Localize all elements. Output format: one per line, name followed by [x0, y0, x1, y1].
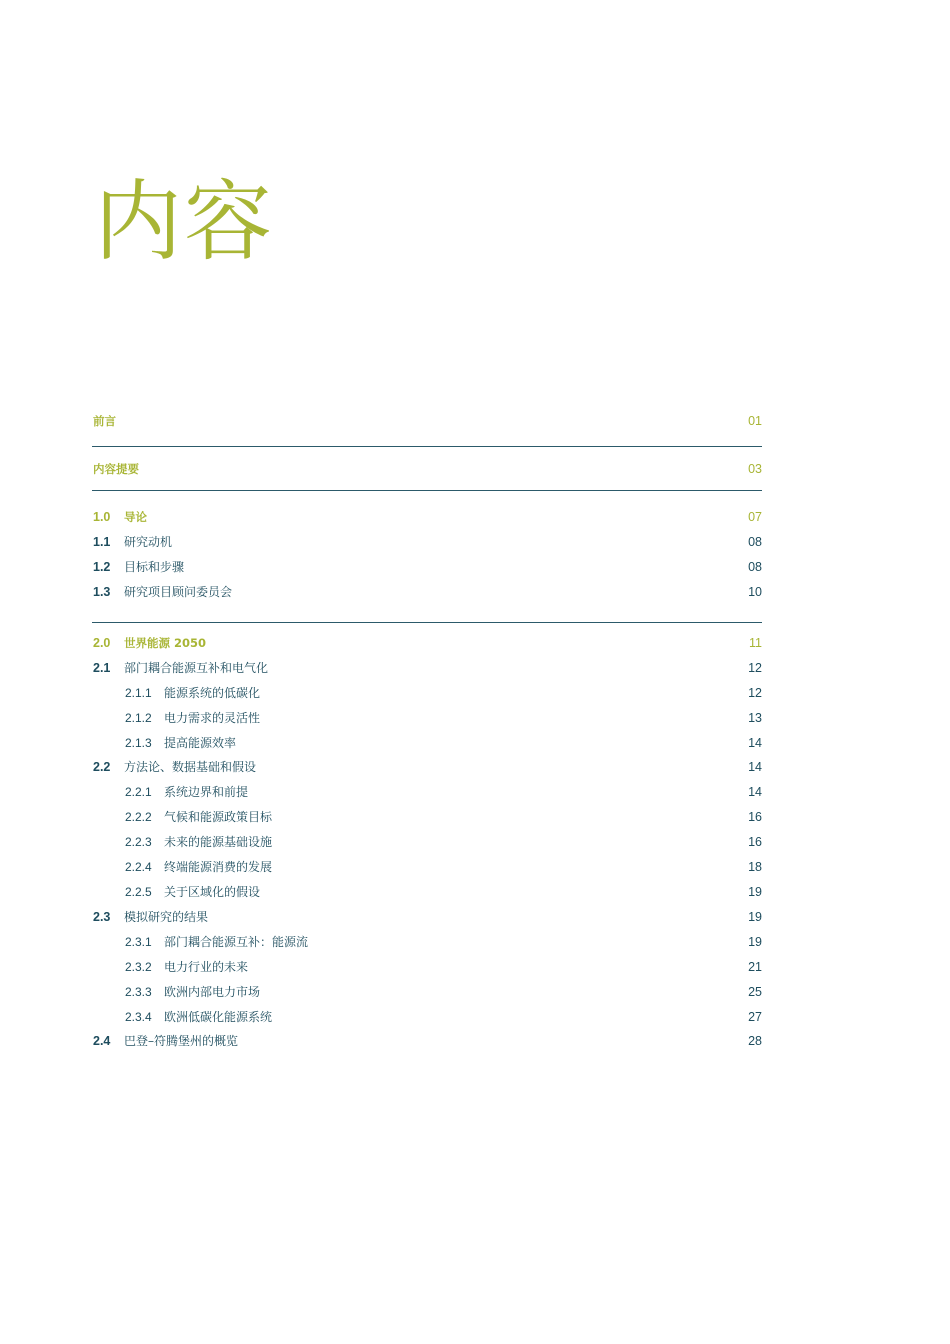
- page-title: 内容: [94, 170, 275, 273]
- toc-entry-number: 2.1.1: [125, 686, 152, 700]
- toc-entry-label: 内容提要: [93, 462, 139, 476]
- toc-entry-number: 2.1.3: [125, 736, 152, 750]
- divider: [92, 622, 762, 623]
- toc-entry-number: 2.2.3: [125, 835, 152, 849]
- toc-entry-number: 1.2: [93, 560, 111, 574]
- toc-entry[interactable]: [92, 557, 762, 577]
- toc-entry-number: 1.1: [93, 535, 111, 549]
- toc-entry-number: 2.2: [93, 760, 111, 774]
- toc-entry[interactable]: [92, 757, 762, 777]
- toc-subentry[interactable]: [92, 1007, 762, 1027]
- toc-entry-page: 12: [748, 661, 762, 675]
- toc-subentry[interactable]: [92, 733, 762, 753]
- toc-subentry[interactable]: [92, 982, 762, 1002]
- toc-entry-label: 部门耦合能源互补：能源流: [164, 935, 309, 949]
- toc-entry-number: 2.3.3: [125, 985, 152, 999]
- divider: [92, 446, 762, 447]
- toc-entry[interactable]: [92, 582, 762, 602]
- toc-entry-number: 2.2.4: [125, 860, 152, 874]
- divider: [92, 490, 762, 491]
- toc-subentry[interactable]: [92, 957, 762, 977]
- toc-entry-number: 2.3.2: [125, 960, 152, 974]
- toc-entry-page: 08: [748, 535, 762, 549]
- toc-entry-label: 提高能源效率: [164, 736, 237, 750]
- toc-entry-page: 14: [748, 785, 762, 799]
- toc-subentry[interactable]: [92, 708, 762, 728]
- toc-section-label: 导论: [124, 510, 147, 524]
- toc-entry-number: 2.3.4: [125, 1010, 152, 1024]
- toc-entry-page: 01: [748, 414, 762, 428]
- toc-section-2[interactable]: [92, 633, 762, 653]
- toc-entry-page: 28: [748, 1034, 762, 1048]
- toc-entry-label: 研究项目顾问委员会: [124, 585, 233, 599]
- toc-entry-label: 气候和能源政策目标: [164, 810, 273, 824]
- toc-subentry[interactable]: [92, 832, 762, 852]
- toc-entry-number: 1.3: [93, 585, 111, 599]
- toc-entry-page: 19: [748, 935, 762, 949]
- toc-entry-label: 巴登–符腾堡州的概览: [124, 1034, 239, 1048]
- toc-entry-label: 方法论、数据基础和假设: [124, 760, 257, 774]
- toc-entry-number: 2.1.2: [125, 711, 152, 725]
- toc-entry[interactable]: [92, 1031, 762, 1051]
- toc-subentry[interactable]: [92, 683, 762, 703]
- toc-entry-label: 前言: [93, 414, 116, 428]
- toc-entry-page: 18: [748, 860, 762, 874]
- toc-entry-label: 电力需求的灵活性: [164, 711, 261, 725]
- toc-entry-label: 欧洲内部电力市场: [164, 985, 261, 999]
- toc-entry-label: 关于区域化的假设: [164, 885, 261, 899]
- toc-entry-page: 14: [748, 736, 762, 750]
- toc-entry-number: 2.2.2: [125, 810, 152, 824]
- toc-entry[interactable]: [92, 907, 762, 927]
- toc-section-1[interactable]: [92, 507, 762, 527]
- toc-entry-label: 模拟研究的结果: [124, 910, 209, 924]
- toc-entry-number: 2.1: [93, 661, 111, 675]
- toc-entry-page: 03: [748, 462, 762, 476]
- toc-entry-page: 13: [748, 711, 762, 725]
- toc-section-page: 11: [749, 636, 762, 650]
- toc-entry-page: 08: [748, 560, 762, 574]
- toc-entry-page: 25: [748, 985, 762, 999]
- toc-entry-label: 欧洲低碳化能源系统: [164, 1010, 273, 1024]
- toc-subentry[interactable]: [92, 807, 762, 827]
- toc-section-number: 1.0: [93, 510, 111, 524]
- toc-entry-page: 12: [748, 686, 762, 700]
- toc-entry-number: 2.3: [93, 910, 111, 924]
- toc-entry-number: 2.2.1: [125, 785, 152, 799]
- toc-entry-preface[interactable]: [92, 411, 762, 431]
- toc-entry-page: 21: [748, 960, 762, 974]
- toc-entry-label: 部门耦合能源互补和电气化: [124, 661, 269, 675]
- toc-section-label: 世界能源 2050: [124, 636, 207, 650]
- toc-entry-page: 16: [748, 810, 762, 824]
- toc-entry-number: 2.4: [93, 1034, 111, 1048]
- toc-entry-label: 研究动机: [124, 535, 173, 549]
- toc-section-page: 07: [748, 510, 762, 524]
- toc-entry-label: 终端能源消费的发展: [164, 860, 273, 874]
- toc-entry-label: 电力行业的未来: [164, 960, 249, 974]
- toc-entry-page: 10: [748, 585, 762, 599]
- toc-subentry[interactable]: [92, 857, 762, 877]
- toc-entry-page: 27: [748, 1010, 762, 1024]
- toc-entry-label: 系统边界和前提: [164, 785, 249, 799]
- toc-entry-number: 2.2.5: [125, 885, 152, 899]
- toc-entry-page: 16: [748, 835, 762, 849]
- toc-entry-page: 19: [748, 885, 762, 899]
- toc-entry-summary[interactable]: [92, 459, 762, 479]
- toc-entry[interactable]: [92, 658, 762, 678]
- toc-subentry[interactable]: [92, 932, 762, 952]
- toc-entry-label: 能源系统的低碳化: [164, 686, 261, 700]
- toc-entry[interactable]: [92, 532, 762, 552]
- toc-entry-label: 未来的能源基础设施: [164, 835, 273, 849]
- toc-entry-page: 14: [748, 760, 762, 774]
- toc-entry-page: 19: [748, 910, 762, 924]
- toc-subentry[interactable]: [92, 882, 762, 902]
- toc-entry-label: 目标和步骤: [124, 560, 185, 574]
- toc-section-number: 2.0: [93, 636, 111, 650]
- toc-subentry[interactable]: [92, 782, 762, 802]
- toc-entry-number: 2.3.1: [125, 935, 152, 949]
